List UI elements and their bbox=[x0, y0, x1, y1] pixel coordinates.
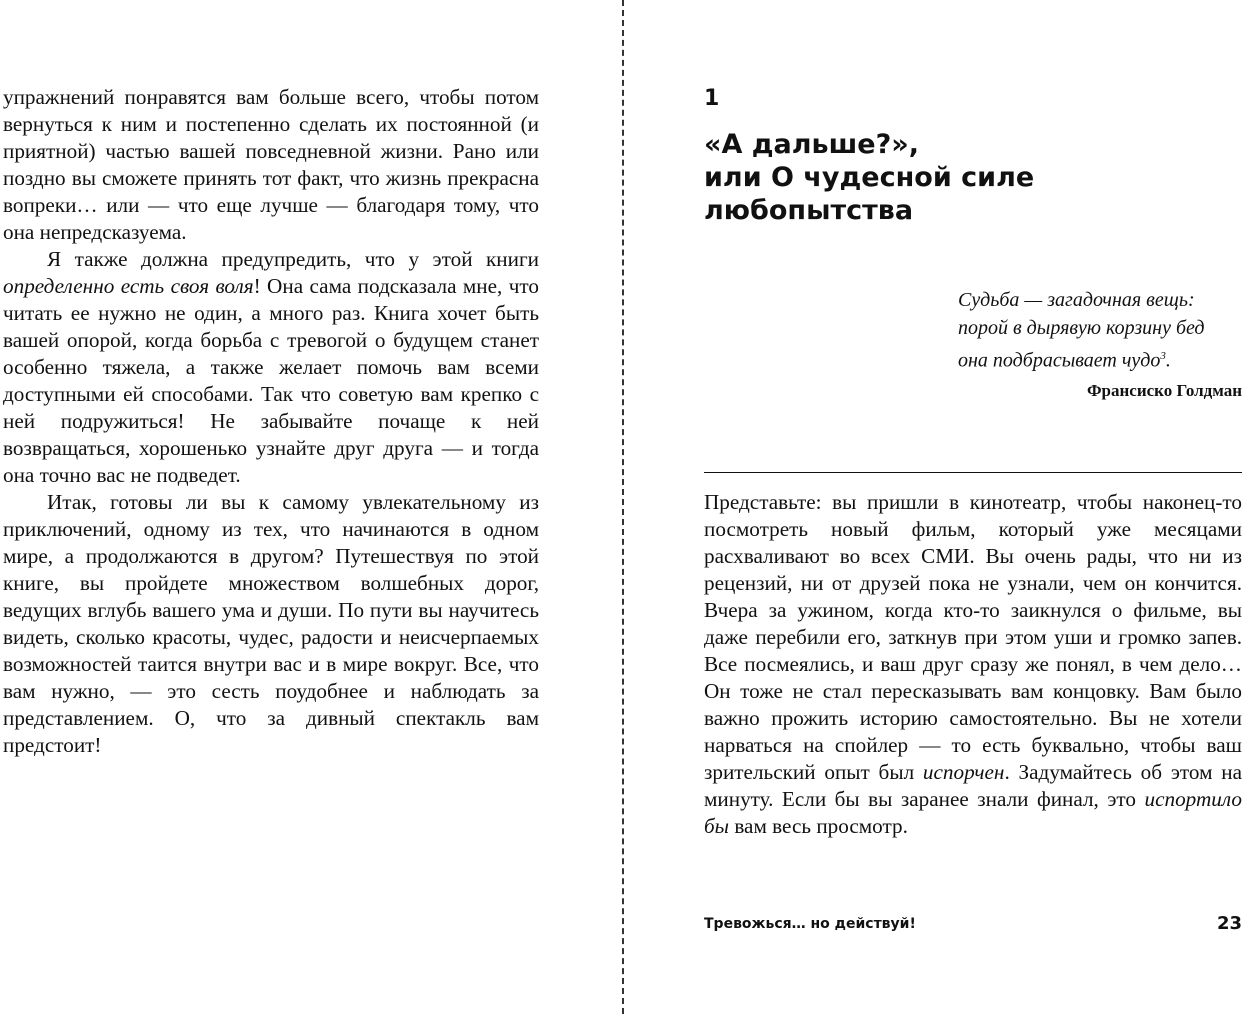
chapter-title-line: или О чудесной силе bbox=[704, 162, 1035, 193]
text-span: Я также должна предупредить, что у этой книги bbox=[47, 247, 539, 271]
epigraph-line: она подбрасывает чудо bbox=[958, 349, 1161, 372]
section-rule bbox=[704, 472, 1242, 473]
chapter-title-line: любопытства bbox=[704, 195, 914, 226]
chapter-title bbox=[704, 128, 1242, 227]
page-number: 23 bbox=[1216, 913, 1242, 934]
epigraph-text bbox=[958, 286, 1242, 375]
epigraph-author: Франсиско Голдман bbox=[1086, 380, 1242, 400]
epigraph-line: Судьба — загадочная вещь: bbox=[958, 289, 1195, 311]
text-span: Представьте: вы пришли в кинотеатр, чтобы наконец-то посмотреть новый фильм, который уже месяцами расхваливают во всех СМИ. Вы очень рады, что ни из рецензий, ни от друзей пока не узнали, чем он кончится. Вчера за ужином, когда кто-то заикнулся о фильме, вы даже перебили его, заткнув при этом уши и громко запев. Все посмеялись, и ваш друг сразу же понял, в чем дело… Он тоже не стал пересказывать вам концовку. Вам было важно прожить историю самостоятельно. Вы не хотели нарваться на спойлер — то есть буквально, чтобы ваш зрительский опыт был bbox=[704, 490, 1242, 784]
italic-text: испортило бы bbox=[704, 787, 1242, 838]
paragraph: упражнений понравятся вам больше всего, чтобы потом вернуться к ним и постепенно сделать их постоянной (и приятной) частью вашей повседневной жизни. Рано или поздно вы сможете принять тот факт, что жизнь прекрасна вопреки… или — что еще лучше — благодаря тому, что она непредсказуема. bbox=[3, 85, 539, 244]
right-page bbox=[704, 84, 1243, 838]
epigraph bbox=[958, 286, 1242, 401]
italic-text: испорчен bbox=[922, 760, 1005, 784]
running-footer-title: Тревожься… но действуй! bbox=[704, 916, 916, 932]
footnote-marker: 3 bbox=[1160, 350, 1166, 362]
paragraph: Итак, готовы ли вы к самому увлекательному из приключений, одному из тех, что начинаются в одном мире, а продолжаются в другом? Путешествуя по этой книге, вы пройдете множеством волшебных дорог, ведущих вглубь вашего ума и души. По пути вы научитесь видеть, сколько красоты, чудес, радости и неисчерпаемых возможностей таится внутри вас и в мире вокруг. Все, что вам нужно, — это сесть поудобнее и наблюдать за представлением. О, что за дивный спектакль вам предстоит! bbox=[3, 490, 539, 757]
chapter-body bbox=[704, 489, 1242, 840]
chapter-title-line: «А дальше?», bbox=[704, 129, 919, 160]
text-span: . Задумайтесь об этом на минуту. Если бы вы заранее знали финал, это bbox=[704, 760, 1243, 811]
text-span: вам весь просмотр. bbox=[729, 814, 908, 838]
left-page bbox=[3, 84, 539, 759]
chapter-number: 1 bbox=[704, 86, 720, 111]
paragraph bbox=[704, 489, 1242, 840]
epigraph-line: порой в дырявую корзину бед bbox=[958, 317, 1205, 339]
page-divider bbox=[622, 0, 624, 1014]
text-span: ! Она сама подсказала мне, что читать ее нужно не один, а много раз. Книга хочет быть вашей опорой, когда борьба с тревогой о будущем станет особенно тяжела, а также желает помочь вам всеми доступными ей способами. Так что советую вам крепко с ней подружиться! Не забывайте почаще к ней возвращаться, хорошенько узнайте друг друга — и тогда она точно вас не подведет. bbox=[3, 274, 539, 487]
italic-text: определенно есть своя воля bbox=[3, 274, 254, 298]
epigraph-end: . bbox=[1165, 349, 1171, 372]
paragraph bbox=[3, 246, 539, 489]
